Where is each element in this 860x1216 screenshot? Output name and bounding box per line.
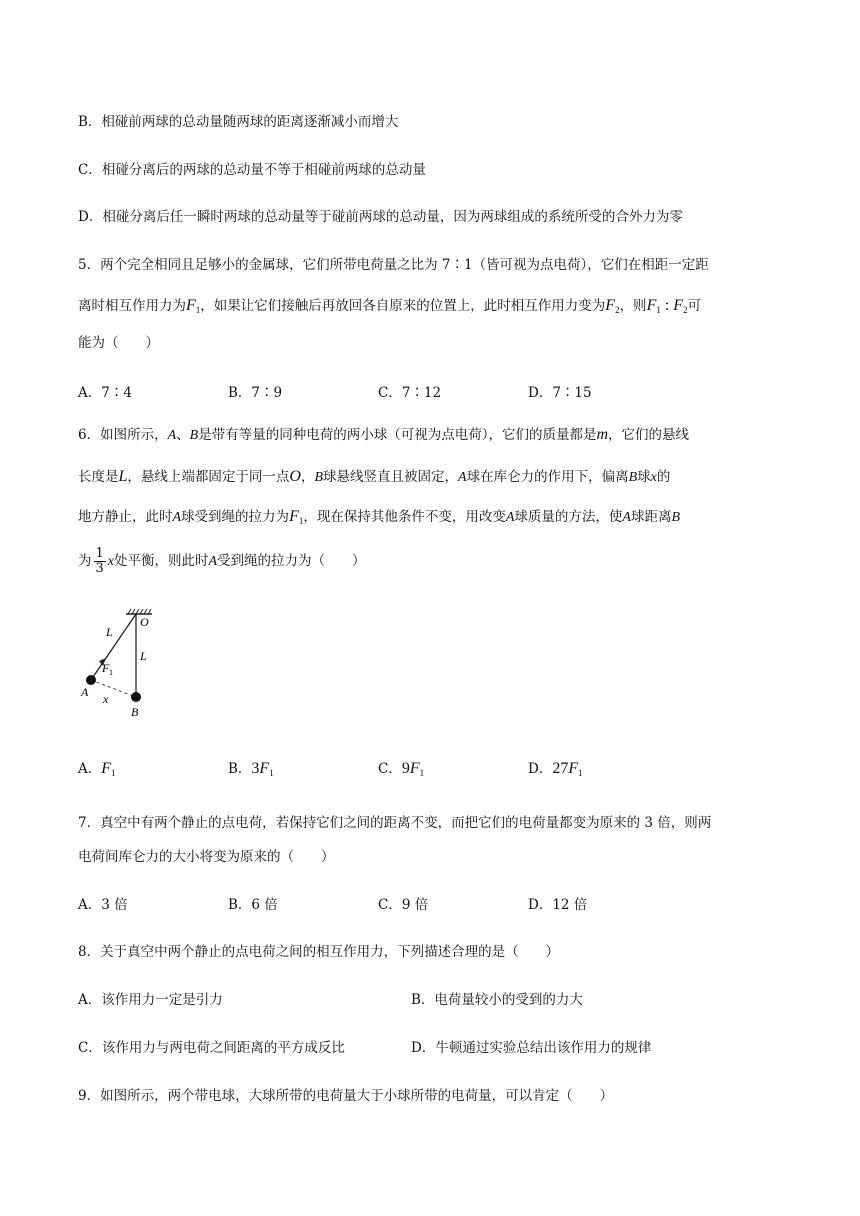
option-label: C． [378,761,402,777]
var-a: A [208,554,218,569]
subscript: 1 [195,305,201,315]
var-a: A [505,510,515,525]
option-label: B． [228,761,252,777]
label-o: O [140,615,149,629]
var: F [259,760,270,777]
text: 离时相互作用力为 [78,298,186,314]
q9-line-1: 9．如图所示，两个带电球，大球所带的电荷量大于小球所带的电荷量，可以肯定（ ） [78,1088,614,1104]
q5-line-3: 能为（ ） [78,335,159,351]
var: F [646,297,657,314]
var-a: A [167,428,177,443]
q7-option-a: A．3 倍 [78,897,128,913]
text: 的 [656,469,671,485]
q6-line-4 [78,546,366,577]
subscript: 1 [656,305,661,315]
coefficient: 9 [401,760,410,777]
q8-option-a: A．该作用力一定是引力 [78,992,223,1008]
var: F [289,508,299,525]
option-value [259,760,273,777]
option-label: D． [528,761,553,777]
label-b: B [131,705,139,719]
denominator: 3 [95,561,104,576]
text: 处平衡，则此时 [114,553,209,569]
subscript: 1 [298,516,304,526]
text: 长度是 [78,469,119,485]
label-a: A [81,685,89,699]
text: ，现在保持其他条件不变，用改变 [303,509,506,525]
q5-option-b: B．7∶9 [228,385,283,401]
q6-option-b [228,759,274,783]
text: 球 [637,469,651,485]
label-l-slant: L [106,625,113,639]
q7-option-d: D．12 倍 [528,897,588,913]
text: ，如果让它们接触后再放回各自原来的位置上，此时相互作用力变为 [200,298,606,314]
option-value [410,760,424,777]
text: ，它们的悬线 [608,427,690,443]
numerator: 1 [95,546,104,561]
var-x: x [107,554,114,569]
var: F [673,297,684,314]
coefficient: 3 [251,760,260,777]
text: 可 [687,298,702,314]
subscript: 1 [419,768,425,778]
q7-line-1: 7．真空中有两个静止的点电荷，若保持它们之间的距离不变，而把它们的电荷量都变为原来的 3 倍，则两 [78,815,712,831]
q7-option-b: B．6 倍 [228,897,278,913]
text: 是带有等量的同种电荷的两小球（可视为点电荷），它们的质量都是 [198,427,597,443]
q6-option-c [378,759,424,783]
text: 、 [176,427,190,443]
text: 地方静止，此时 [78,509,173,525]
label-l-vertical: L [140,649,147,663]
text: 球在库仑力的作用下，偏离 [466,469,629,485]
q5-line-1: 5．两个完全相同且足够小的金属球，它们所带电荷量之比为 7∶1（皆可视为点电荷），它们在相距一定距 [78,257,709,273]
var-b: B [628,470,638,485]
subscript: 2 [615,305,620,315]
var: F [186,297,196,314]
q7-line-2: 电荷间库仑力的大小将变为原来的（ ） [78,849,335,865]
var: F [101,760,112,777]
text: 受到绳的拉力为（ ） [217,553,366,569]
var-a: A [172,510,182,525]
q8-option-d: D．牛顿通过实验总结出该作用力的规律 [411,1040,652,1056]
label-x: x [103,692,109,706]
q5-option-d: D．7∶15 [528,385,592,401]
q7-option-c: C．9 倍 [378,897,429,913]
text: 为 [78,553,92,569]
math-ratio [647,297,688,314]
q4-option-d: D．相碰分离后任一瞬时两球的总动量等于碰前两球的总动量，因为两球组成的系统所受的合外力为零 [78,209,683,225]
text: 球受到绳的拉力为 [181,509,290,525]
option-value [568,760,582,777]
label-f-subscript: 1 [109,668,113,677]
q8-option-b: B．电荷量较小的受到的力大 [411,992,583,1008]
var-b: B [671,510,681,525]
q8-option-c: C．该作用力与两电荷之间距离的平方成反比 [78,1040,345,1056]
subscript: 1 [269,768,274,778]
var-b: B [314,470,324,485]
coefficient: 27 [552,760,569,777]
math-f2 [605,297,619,314]
text: ， [300,469,315,485]
subscript: 2 [683,305,688,315]
subscript: 1 [111,768,116,778]
var-l: L [118,468,128,485]
option-value [101,760,115,777]
var-a: A [458,470,467,485]
var-o: O [289,468,301,485]
q6-option-d [528,759,583,783]
q5-option-a: A．7∶4 [78,385,132,401]
option-label: A． [78,761,102,777]
var: F [568,760,579,777]
var-b: B [189,428,199,443]
pendulum-diagram [78,608,178,723]
q6-line-2 [78,467,670,488]
var-m: m [596,426,609,443]
var-a: A [622,510,631,525]
q4-option-b: B．相碰前两球的总动量随两球的距离逐渐减小而增大 [78,114,399,130]
string-a [91,614,136,680]
q5-line-2 [78,296,701,320]
q6-option-a [78,759,116,783]
var: F [605,297,616,314]
ball-b [131,692,141,702]
text: 球悬线竖直且被固定， [323,469,459,485]
label-f: F [102,661,110,675]
math-f1 [289,508,303,525]
subscript: 1 [578,768,583,778]
text: ，则 [619,298,647,314]
colon: : [660,297,674,314]
text: 球距离 [630,509,672,525]
var-x: x [650,470,657,485]
text: 球质量的方法，使 [514,509,623,525]
q8-line-1: 8．关于真空中两个静止的点电荷之间的相互作用力，下列描述合理的是（ ） [78,944,560,960]
q4-option-c: C．相碰分离后的两球的总动量不等于相碰前两球的总动量 [78,162,426,178]
q6-line-1 [78,425,689,446]
q5-option-c: C．7∶12 [378,385,442,401]
fraction-one-third [94,547,106,576]
distance-line [91,680,136,697]
ball-a [86,675,96,685]
var: F [409,760,420,777]
text: 6．如图所示， [78,427,168,443]
math-f1 [186,297,200,314]
text: ，悬线上端都固定于同一点 [127,469,290,485]
q6-line-3 [78,507,680,531]
